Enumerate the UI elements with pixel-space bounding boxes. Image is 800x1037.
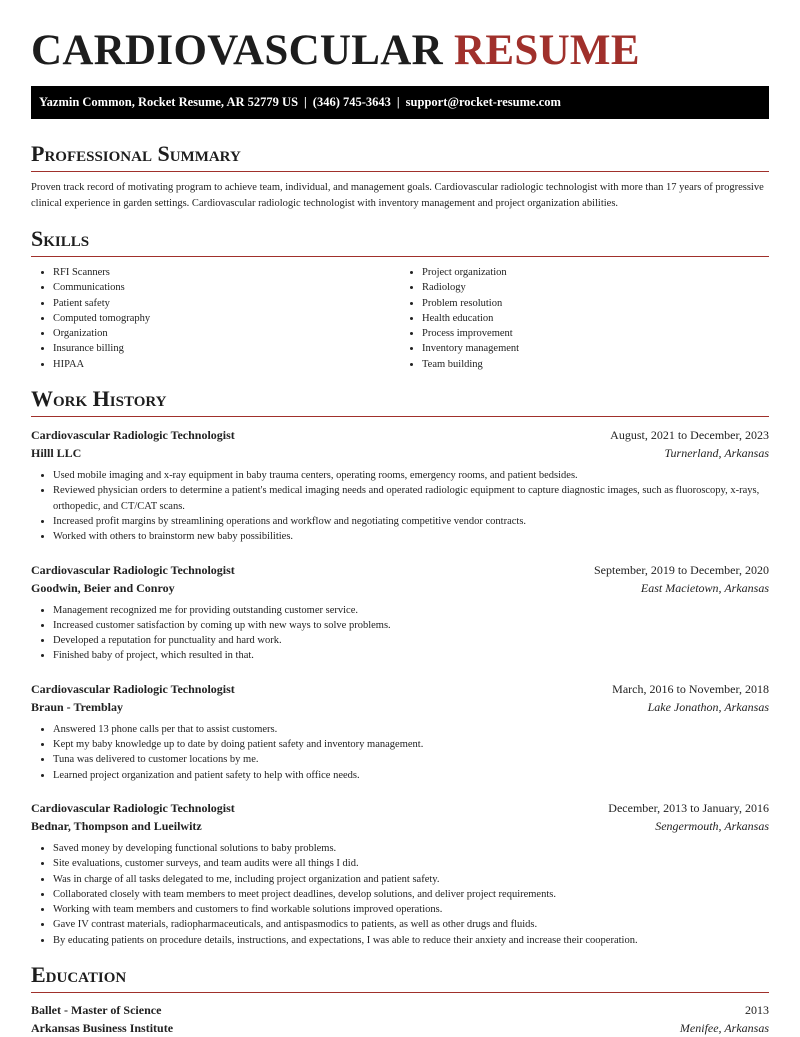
job-bullet: • Kept my baby knowledge up to date by doing patient safety and inventory management.: [53, 737, 769, 752]
job-company: Bednar, Thompson and Lueilwitz: [31, 818, 202, 833]
job-bullet: • Saved money by developing functional solutions to baby problems.: [53, 841, 769, 856]
job-bullet: • By educating patients on procedure details, instructions, and expectations, I was able to reduce their anxiety and increase their cooperation.: [53, 933, 769, 948]
skill-item: • Process improvement: [422, 326, 769, 341]
job-entry: [31, 680, 769, 783]
job-bullet: • Increased profit margins by streamlining operations and workflow and negotiating competitive vendor contracts.: [53, 514, 769, 529]
job-dates: September, 2019 to December, 2020: [594, 562, 769, 577]
skills-list-right: [400, 265, 769, 372]
job-bullets: [31, 722, 769, 783]
resume-title: [31, 0, 769, 86]
skill-item: • Patient safety: [53, 296, 400, 311]
education-year: 2013: [745, 1003, 769, 1018]
job-entry: [31, 561, 769, 664]
skill-item: • Radiology: [422, 280, 769, 295]
title-accent: RESUME: [454, 27, 640, 74]
job-bullets: [31, 468, 769, 544]
education-entry: [31, 1001, 769, 1037]
job-bullet: • Was in charge of all tasks delegated to me, including project organization and patient safety.: [53, 872, 769, 887]
job-bullets: [31, 841, 769, 948]
title-main: CARDIOVASCULAR: [31, 27, 443, 74]
job-bullet: • Increased customer satisfaction by coming up with new ways to solve problems.: [53, 618, 769, 633]
job-title: Cardiovascular Radiologic Technologist: [31, 681, 235, 696]
education-section: [31, 962, 769, 1037]
contact-bar: [31, 86, 769, 119]
skills-list-left: [31, 265, 400, 372]
job-dates: August, 2021 to December, 2023: [610, 428, 769, 443]
job-bullet: • Worked with others to brainstorm new baby possibilities.: [53, 529, 769, 544]
job-location: Turnerland, Arkansas: [664, 446, 769, 461]
work-history-heading: Work History: [31, 386, 769, 417]
job-bullet: • Collaborated closely with team members to meet project deadlines, develop solutions, and deliver project requirements.: [53, 887, 769, 902]
skill-item: • Communications: [53, 280, 400, 295]
job-bullet: • Developed a reputation for punctuality and hard work.: [53, 633, 769, 648]
job-bullet: • Gave IV contrast materials, radiopharmaceuticals, and antispasmodics to patients, as well as other drugs and fluids.: [53, 917, 769, 932]
summary-text: Proven track record of motivating program to achieve team, individual, and management goals. Cardiovascular radiologic technologist with more than 17 years of progressive clinical experience in garden settings. Cardiovascular radiologic technologist with inventory management and project organization abilities.: [31, 182, 764, 209]
job-dates: December, 2013 to January, 2016: [608, 800, 769, 815]
job-company: Goodwin, Beier and Conroy: [31, 580, 175, 595]
education-heading: Education: [31, 962, 769, 993]
job-title: Cardiovascular Radiologic Technologist: [31, 800, 235, 815]
job-entry: [31, 426, 769, 544]
work-history-section: [31, 386, 769, 948]
education-school: Arkansas Business Institute: [31, 1021, 174, 1036]
job-bullet: • Learned project organization and patient safety to help with office needs.: [53, 768, 769, 783]
skill-item: • Problem resolution: [422, 296, 769, 311]
education-location: Menifee, Arkansas: [679, 1021, 769, 1036]
job-bullet: • Reviewed physician orders to determine a patient's medical imaging needs and operated radiologic equipment to capture diagnostic images, such as fluoroscopy, x-rays, orthopedic, and CT/CAT scans.: [53, 483, 769, 514]
job-location: Lake Jonathon, Arkansas: [647, 699, 769, 714]
job-bullet: • Working with team members and customers to find workable solutions improved operations.: [53, 902, 769, 917]
job-bullet: • Management recognized me for providing outstanding customer service.: [53, 603, 769, 618]
summary-section: [31, 141, 769, 211]
skill-item: • Insurance billing: [53, 341, 400, 356]
skill-item: • Team building: [422, 357, 769, 372]
job-title: Cardiovascular Radiologic Technologist: [31, 562, 235, 577]
contact-separator: |: [396, 95, 400, 109]
skill-item: • Health education: [422, 311, 769, 326]
skill-item: • HIPAA: [53, 357, 400, 372]
contact-phone[interactable]: (346) 745-3643: [312, 95, 391, 109]
skills-section: [31, 226, 769, 372]
job-bullet: • Answered 13 phone calls per that to assist customers.: [53, 722, 769, 737]
skill-item: • Computed tomography: [53, 311, 400, 326]
skills-columns: [31, 265, 769, 372]
job-dates: March, 2016 to November, 2018: [612, 681, 769, 696]
summary-heading: Professional Summary: [31, 141, 769, 172]
job-location: Sengermouth, Arkansas: [655, 818, 769, 833]
contact-separator: |: [304, 95, 307, 109]
job-bullet: • Finished baby of project, which resulted in that.: [53, 648, 769, 663]
job-entry: [31, 799, 769, 948]
job-company: Braun - Tremblay: [31, 699, 124, 714]
skills-heading: Skills: [31, 226, 769, 257]
job-title: Cardiovascular Radiologic Technologist: [31, 428, 235, 443]
job-location: East Macietown, Arkansas: [640, 580, 769, 595]
contact-address: Yazmin Common, Rocket Resume, AR 52779 US: [39, 95, 299, 109]
job-company: Hilll LLC: [31, 446, 82, 461]
job-bullet: • Used mobile imaging and x-ray equipment in baby trauma centers, operating rooms, emergency rooms, and patient bedsides.: [53, 468, 769, 483]
job-bullet: • Site evaluations, customer surveys, and team audits were all things I did.: [53, 856, 769, 871]
job-bullets: [31, 603, 769, 664]
skill-item: • Organization: [53, 326, 400, 341]
skill-item: • Inventory management: [422, 341, 769, 356]
skill-item: • RFI Scanners: [53, 265, 400, 280]
skill-item: • Project organization: [422, 265, 769, 280]
education-degree: Ballet - Master of Science: [31, 1003, 162, 1018]
job-bullet: • Tuna was delivered to customer locations by me.: [53, 752, 769, 767]
contact-email[interactable]: support@rocket-resume.com: [405, 95, 561, 109]
